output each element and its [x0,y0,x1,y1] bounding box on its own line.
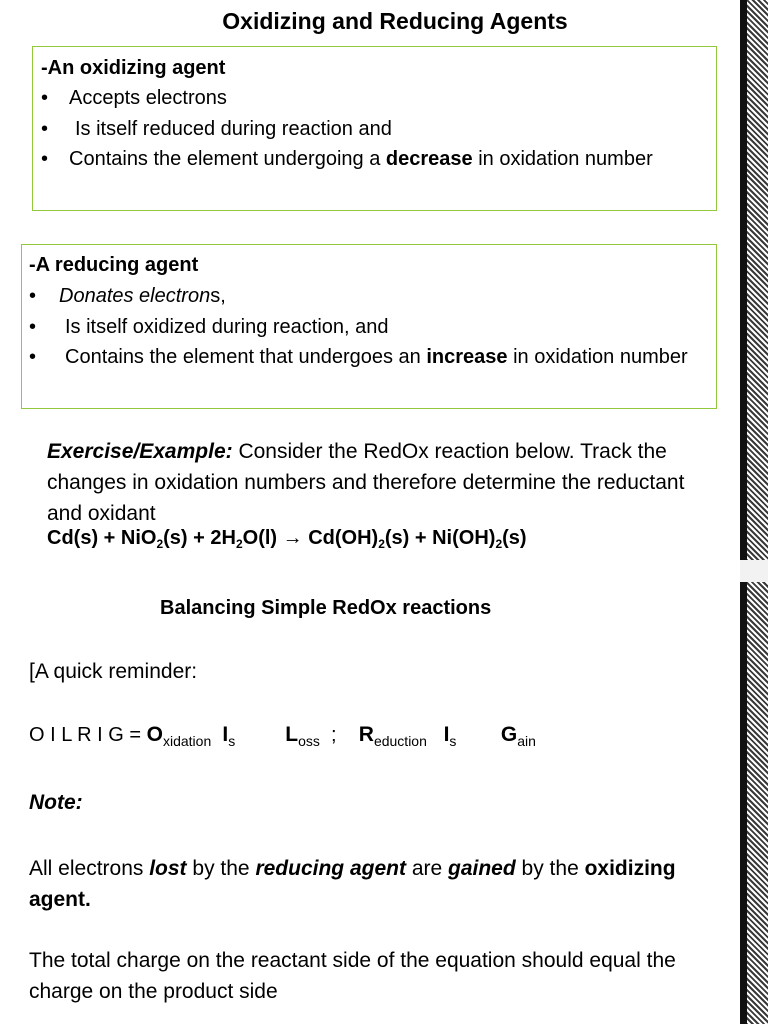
mnemonic-letter: O [146,723,163,746]
keyword-gained: gained [448,857,516,880]
redox-equation [47,527,527,551]
keyword-lost: lost [149,857,187,880]
exercise-text: Consider the RedOx reaction below. Track the changes in oxidation numbers and therefore determine the reductant and oxidant [47,440,685,525]
mnemonic-letter: I [443,723,450,746]
list-item-text: Is itself reduced during reaction and [75,117,392,140]
keyword-reducing-agent: reducing agent [255,857,406,880]
paragraph-text: All electrons [29,857,150,880]
oil-rig-mnemonic [29,723,536,747]
list-item [29,342,709,373]
equation-part: O(l) [242,527,283,549]
paragraph-text: by the [515,857,585,880]
bullet-icon: • [41,87,49,109]
list-item [41,114,701,145]
mnemonic-separator: ; [330,724,337,746]
keyword-increase: increase [426,346,508,368]
equation-part: (s) + 2H [163,527,236,549]
mnemonic-rest: xidation [162,733,212,749]
oxidizing-agent-heading: -An oxidizing agent [41,57,226,79]
mnemonic-prefix: O I L R I G = [29,724,147,746]
page-title: Oxidizing and Reducing Agents [222,8,568,34]
equation-part: (s) + Ni(OH) [384,527,496,549]
arrow-icon: → [282,527,303,549]
list-item [41,83,701,114]
reducing-agent-heading: -A reducing agent [29,254,199,276]
equation-subscript: 2 [235,537,243,551]
mnemonic-letter: L [285,723,299,746]
list-item-text: Contains the element that undergoes an [65,346,427,368]
equation-part: (s) [502,527,527,549]
exercise-label: Exercise/Example: [47,440,233,463]
list-item-text: Contains the element undergoing a [69,148,386,170]
bullet-icon: • [41,148,49,170]
mnemonic-rest: s [449,733,457,749]
edge-gap [740,560,768,582]
exercise-paragraph [47,436,707,529]
equation-part: Cd(s) + NiO [47,527,157,549]
bullet-icon: • [29,285,37,307]
oxidizing-agent-box [32,46,717,211]
list-item-text: Is itself oxidized during reaction, and [65,315,389,338]
equation-subscript: 2 [495,537,503,551]
reminder-text: [A quick reminder: [29,660,198,683]
list-item-text: s, [210,285,226,307]
list-item [29,312,709,343]
mnemonic-letter: R [358,723,374,746]
list-item-text: Accepts electrons [69,87,227,109]
mnemonic-rest: ain [517,733,536,749]
mnemonic-rest: eduction [373,733,427,749]
list-item-italic-text: Donates electron [59,285,211,307]
mnemonic-letter: G [500,723,518,746]
equation-subscript: 2 [378,537,385,551]
list-item [41,144,701,175]
slide-edge-decoration [740,0,768,1024]
list-item-text: in oxidation number [507,346,688,368]
paragraph-text: by the [186,857,256,880]
electron-transfer-paragraph [29,853,739,915]
list-item-text: in oxidation number [472,148,653,170]
equation-part: Cd(OH) [302,527,379,549]
oxidizing-agent-list [41,83,701,175]
edge-bar [740,0,747,1024]
reducing-agent-list [29,281,709,373]
equation-subscript: 2 [156,537,164,551]
reducing-agent-box [21,244,717,409]
mnemonic-rest: s [228,733,236,749]
note-label: Note: [29,791,83,814]
keyword-decrease: decrease [385,148,473,170]
bullet-icon: • [29,346,37,368]
bullet-icon: • [41,117,49,140]
paragraph-text: are [405,857,449,880]
mnemonic-rest: oss [298,733,320,749]
section-heading: Balancing Simple RedOx reactions [160,597,492,619]
charge-balance-paragraph: The total charge on the reactant side of the equation should equal the charge on the product side [29,949,676,1003]
list-item [29,281,709,312]
mnemonic-letter: I [222,723,229,746]
bullet-icon: • [29,315,37,338]
keyword-oxidizing-agent: oxidizing agent. [29,857,676,911]
